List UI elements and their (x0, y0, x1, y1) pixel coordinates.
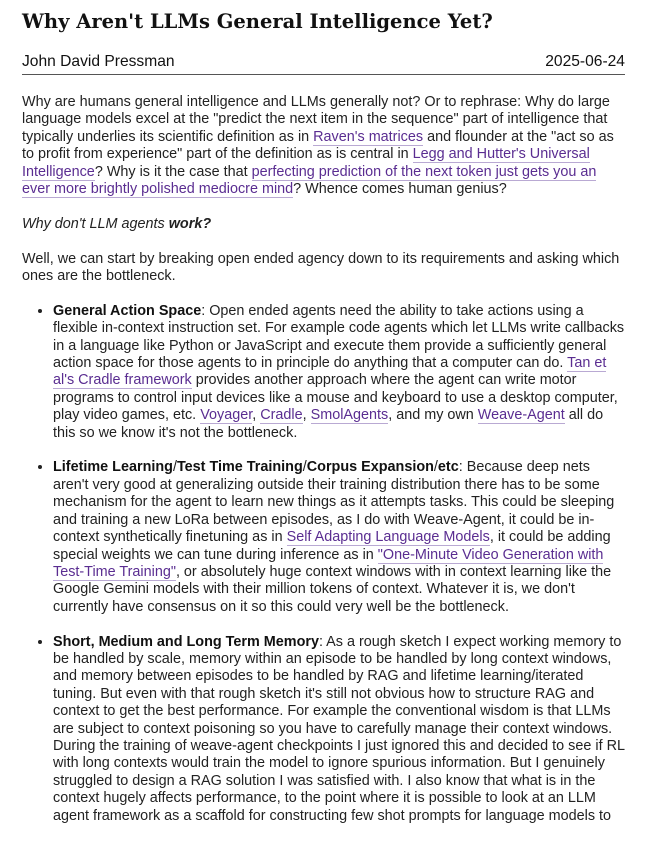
intro-text-3: ? Why is it the case that (94, 163, 252, 180)
post-title: Why Aren't LLMs General Intelligence Yet? (22, 10, 493, 33)
item-term: General Action Space (53, 302, 202, 319)
post-author: John David Pressman (22, 53, 175, 70)
intro-text-2: and flounder at the "act so as to profit from experience" part of the definition as is central in (22, 128, 614, 163)
post-date: 2025-06-24 (545, 53, 625, 70)
item-text: , or absolutely huge context windows with in context learning like the Google Gemini models with their million tokens of context. Whatever it is, we don't currently have consensus on it so this could very well be the bottleneck. (53, 563, 612, 615)
ravens-matrices-link[interactable]: Raven's matrices (313, 128, 424, 145)
lead-paragraph: Well, we can start by breaking open ended agency down to its requirements and asking which ones are the bottleneck. (22, 250, 620, 285)
requirements-list (22, 303, 626, 825)
voyager-link[interactable]: Voyager (200, 407, 253, 424)
item-text: , and my own (388, 407, 478, 424)
item-term: Short, Medium and Long Term Memory (53, 633, 319, 650)
test-time-training-link[interactable]: "One-Minute Video Generation with Test-Time Training" (53, 546, 604, 580)
universal-intelligence-link[interactable]: Legg and Hutter's Universal Intelligence (22, 146, 590, 180)
item-term: Corpus Expansion (306, 459, 434, 476)
intro-text-4: ? Whence comes human genius? (293, 181, 507, 198)
smolagents-link[interactable]: SmolAgents (310, 407, 389, 424)
mediocre-mind-link[interactable]: perfecting prediction of the next token just gets you an ever more brightly polished mediocre mind (22, 163, 597, 198)
list-item-lifetime-learning: • Lifetime Learning/Test Time Training/Corpus Expansion/etc: Because deep nets aren't very good at generalizing outside their training distribution there has to be some mechanism for the agent to learn new things as it attempts tasks. This could be sleeping and training a new LoRa between episodes, as I do with Weave-Agent, it could be in-context synthetically finetuning as in Self Adapting Language Models, it could be adding special weights we can tune during inference as in "One-Minute Video Generation with Test-Time Training", or absolutely huge context windows with in context learning like the Google Gemini models with their million tokens of context. Whatever it is, we don't currently have consensus on it so this could very well be the bottleneck. (53, 459, 626, 616)
self-adapting-lm-link[interactable]: Self Adapting Language Models (286, 529, 490, 546)
item-text: : Open ended agents need the ability to take actions using a flexible in-context instruction set. For example code agents which let LLMs write callbacks in a language like Python or JavaScript and execute them provide a sufficiently general action space for those agents to in principle do anything that a computer can do. (53, 302, 625, 372)
post-byline (22, 52, 625, 75)
item-term: Test Time Training (176, 459, 303, 476)
item-text: : As a rough sketch I expect working memory to be handled by scale, memory within an episode to be handled by long context windows, and memory between episodes to be handled by RAG and lifetime learning/iterated tuning. But even with that rough sketch it's still not obvious how to structure RAG and context to get the best performance. For example the conventional wisdom is that LLMs are subject to context poisoning so you have to carefully manage their context windows. During the training of weave-agent checkpoints I just ignored this and decided to see if RL with long contexts would train the model to ignore spurious information. But I genuinely struggled to design a RAG solution I was satisfied with. I also know that what is in the context hugely affects performance, to the point where it is possible to look at an LLM agent framework as a scaffold for constructing few shot prompts for language models to (53, 633, 625, 824)
question-paragraph (22, 216, 626, 233)
item-text: , it could be adding special weights we can tune during inference as in (53, 529, 611, 563)
item-term: etc (437, 459, 459, 476)
post-body (22, 94, 626, 842)
intro-text-1: Why are humans general intelligence and LLMs generally not? Or to rephrase: Why do large language models excel at the "predict the next item in the sequence" part of intelligence that typically underlies its scientific definition as in (22, 94, 610, 145)
item-text: : Because deep nets aren't very good at generalizing outside their training distribution there has to be some mechanism for the agent to learn new things as it attempts tasks. This could be sleeping and training a new LoRa between episodes, as I do with Weave-Agent, it could be in-context synthetically finetuning as in (53, 459, 615, 546)
list-item-memory (53, 634, 626, 825)
question-text: Why don't LLM agents work? (22, 215, 212, 232)
question-emphasis: work? (168, 215, 212, 232)
list-item-general-action-space: • General Action Space: Open ended agents need the ability to take actions using a flexible in-context instruction set. For example code agents which let LLMs write callbacks in a language like Python or JavaScript and execute them provide a sufficiently general action space for those agents to in principle do anything that a computer can do. Tan et al's Cradle framework provides another approach where the agent can write motor programs to control input devices like a mouse and keyboard to use a desktop computer, play video games, etc. Voyager, Cradle, SmolAgents, and my own Weave-Agent all do this so we know it's not the bottleneck. (53, 303, 626, 442)
cradle-link[interactable]: Cradle (260, 407, 303, 424)
cradle-framework-link[interactable]: Tan et al's Cradle framework (53, 355, 607, 389)
item-term: Lifetime Learning (53, 459, 173, 476)
weave-agent-link[interactable]: Weave-Agent (477, 407, 565, 424)
intro-paragraph (22, 94, 626, 198)
item-text: provides another approach where the agent can write motor programs to control input devices like a mouse and keyboard to use a desktop computer, play video games, etc. (53, 372, 618, 424)
item-text: all do this so we know it's not the bottleneck. (53, 407, 604, 441)
